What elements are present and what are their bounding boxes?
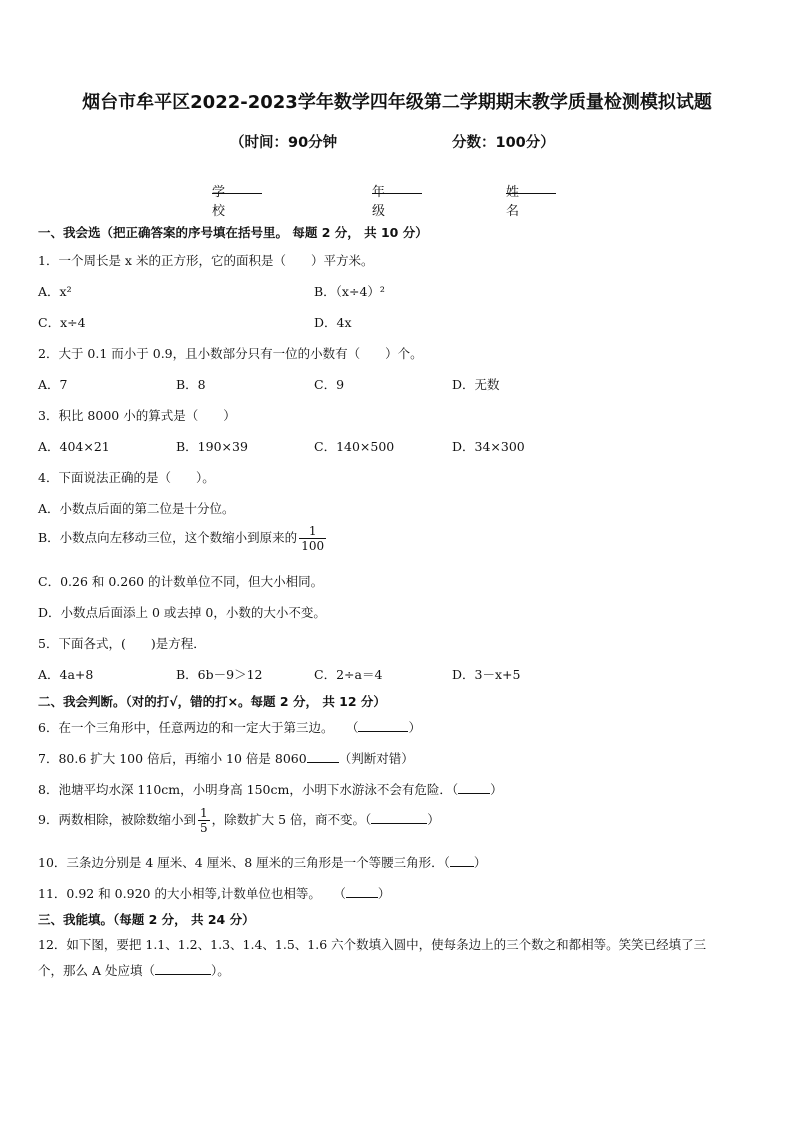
q6: 6．在一个三角形中，任意两边的和一定大于第三边。 （ ） (38, 720, 421, 735)
q10-answer-blank[interactable] (450, 855, 474, 867)
q5-stem: 5．下面各式，( )是方程． (38, 636, 206, 651)
q7-answer-blank[interactable] (307, 751, 339, 763)
q10: 10．三条边分别是 4 厘米、4 厘米、8 厘米的三角形是一个等腰三角形．（ ） (38, 855, 487, 870)
q2-option-b[interactable]: B．8 (176, 377, 206, 392)
q3-option-a[interactable]: A．404×21 (38, 439, 110, 454)
q2-option-c[interactable]: C．9 (314, 377, 345, 392)
q5-option-d[interactable]: D．3－x+5 (452, 667, 521, 682)
section-1-heading: 一、我会选（把正确答案的序号填在括号里。 每题 2 分， 共 10 分） (38, 225, 428, 240)
q7: 7．80.6 扩大 100 倍后，再缩小 10 倍是 8060 （判断对错） (38, 751, 414, 766)
section-2-heading: 二、我会判断。（对的打√，错的打×。每题 2 分， 共 12 分） (38, 694, 386, 709)
q1-stem: 1．一个周长是 x 米的正方形，它的面积是（ ）平方米。 (38, 253, 374, 268)
q8-answer-blank[interactable] (458, 782, 490, 794)
name-label: 姓名 (506, 185, 520, 219)
q1-option-b[interactable]: B．（x÷4）² (314, 284, 385, 299)
exam-time: （时间：90分钟 (230, 135, 338, 151)
q3-option-d[interactable]: D．34×300 (452, 439, 525, 454)
q4-option-a[interactable]: A．小数点后面的第二位是十分位。 (38, 501, 235, 516)
section-3-heading: 三、我能填。（每题 2 分， 共 24 分） (38, 912, 255, 927)
q5-option-c[interactable]: C．2÷a＝4 (314, 667, 383, 682)
q11-answer-blank[interactable] (346, 886, 378, 898)
q8: 8．池塘平均水深 110cm，小明身高 150cm，小明下水游泳不会有危险．（ ） (38, 782, 503, 797)
q3-option-c[interactable]: C．140×500 (314, 439, 395, 454)
q11: 11．0.92 和 0.920 的大小相等,计数单位也相等。 （ ） (38, 886, 391, 901)
q1-option-a[interactable]: A．x² (38, 284, 72, 299)
q12 (38, 932, 756, 984)
q4-option-b[interactable] (38, 524, 328, 553)
q9-answer-blank[interactable] (371, 812, 427, 824)
q6-answer-blank[interactable] (358, 720, 408, 732)
page-title: 烟台市牟平区2022-2023学年数学四年级第二学期期末教学质量检测模拟试题 (82, 92, 712, 113)
q3-stem: 3．积比 8000 小的算式是（ ） (38, 408, 236, 423)
q2-option-d[interactable]: D．无数 (452, 377, 500, 392)
exam-score: 分数：100分） (452, 135, 555, 151)
q5-option-a[interactable]: A．4a+8 (38, 667, 94, 682)
q3-option-b[interactable]: B．190×39 (176, 439, 248, 454)
q2-stem: 2．大于 0.1 而小于 0.9，且小数部分只有一位的小数有（ ）个。 (38, 346, 423, 361)
q4-option-d[interactable]: D．小数点后面添上 0 或去掉 0，小数的大小不变。 (38, 605, 326, 620)
q12-line-2: 个，那么 A 处应填（ ）。 (38, 963, 230, 978)
q4-stem: 4．下面说法正确的是（ ）。 (38, 470, 215, 485)
q9-fraction: $\frac{1}{5}$ (199, 806, 208, 835)
q4-option-b-text: B．小数点向左移动三位，这个数缩小到原来的 (38, 530, 298, 545)
q4-option-c[interactable]: C．0.26 和 0.260 的计数单位不同，但大小相同。 (38, 574, 324, 589)
q1-option-d[interactable]: D．4x (314, 315, 352, 330)
school-label: 学校 (212, 185, 226, 219)
grade-label: 年级 (372, 185, 386, 219)
q5-option-b[interactable]: B．6b－9＞12 (176, 667, 263, 682)
q2-option-a[interactable]: A．7 (38, 377, 68, 392)
q4-fraction: $\frac{1}{100}$ (301, 524, 325, 553)
q1-option-c[interactable]: C．x÷4 (38, 315, 86, 330)
q9: 9．两数相除，被除数缩小到 $\frac{1}{5}$ ，除数扩大 5 倍，商不变。（ ） (38, 806, 440, 835)
q12-answer-blank[interactable] (155, 963, 211, 975)
q12-line-1: 12．如下图，要把 1.1、1.2、1.3、1.4、1.5、1.6 六个数填入圆中，使每条边上的三个数之和都相等。笑笑已经填了三 (38, 937, 707, 952)
